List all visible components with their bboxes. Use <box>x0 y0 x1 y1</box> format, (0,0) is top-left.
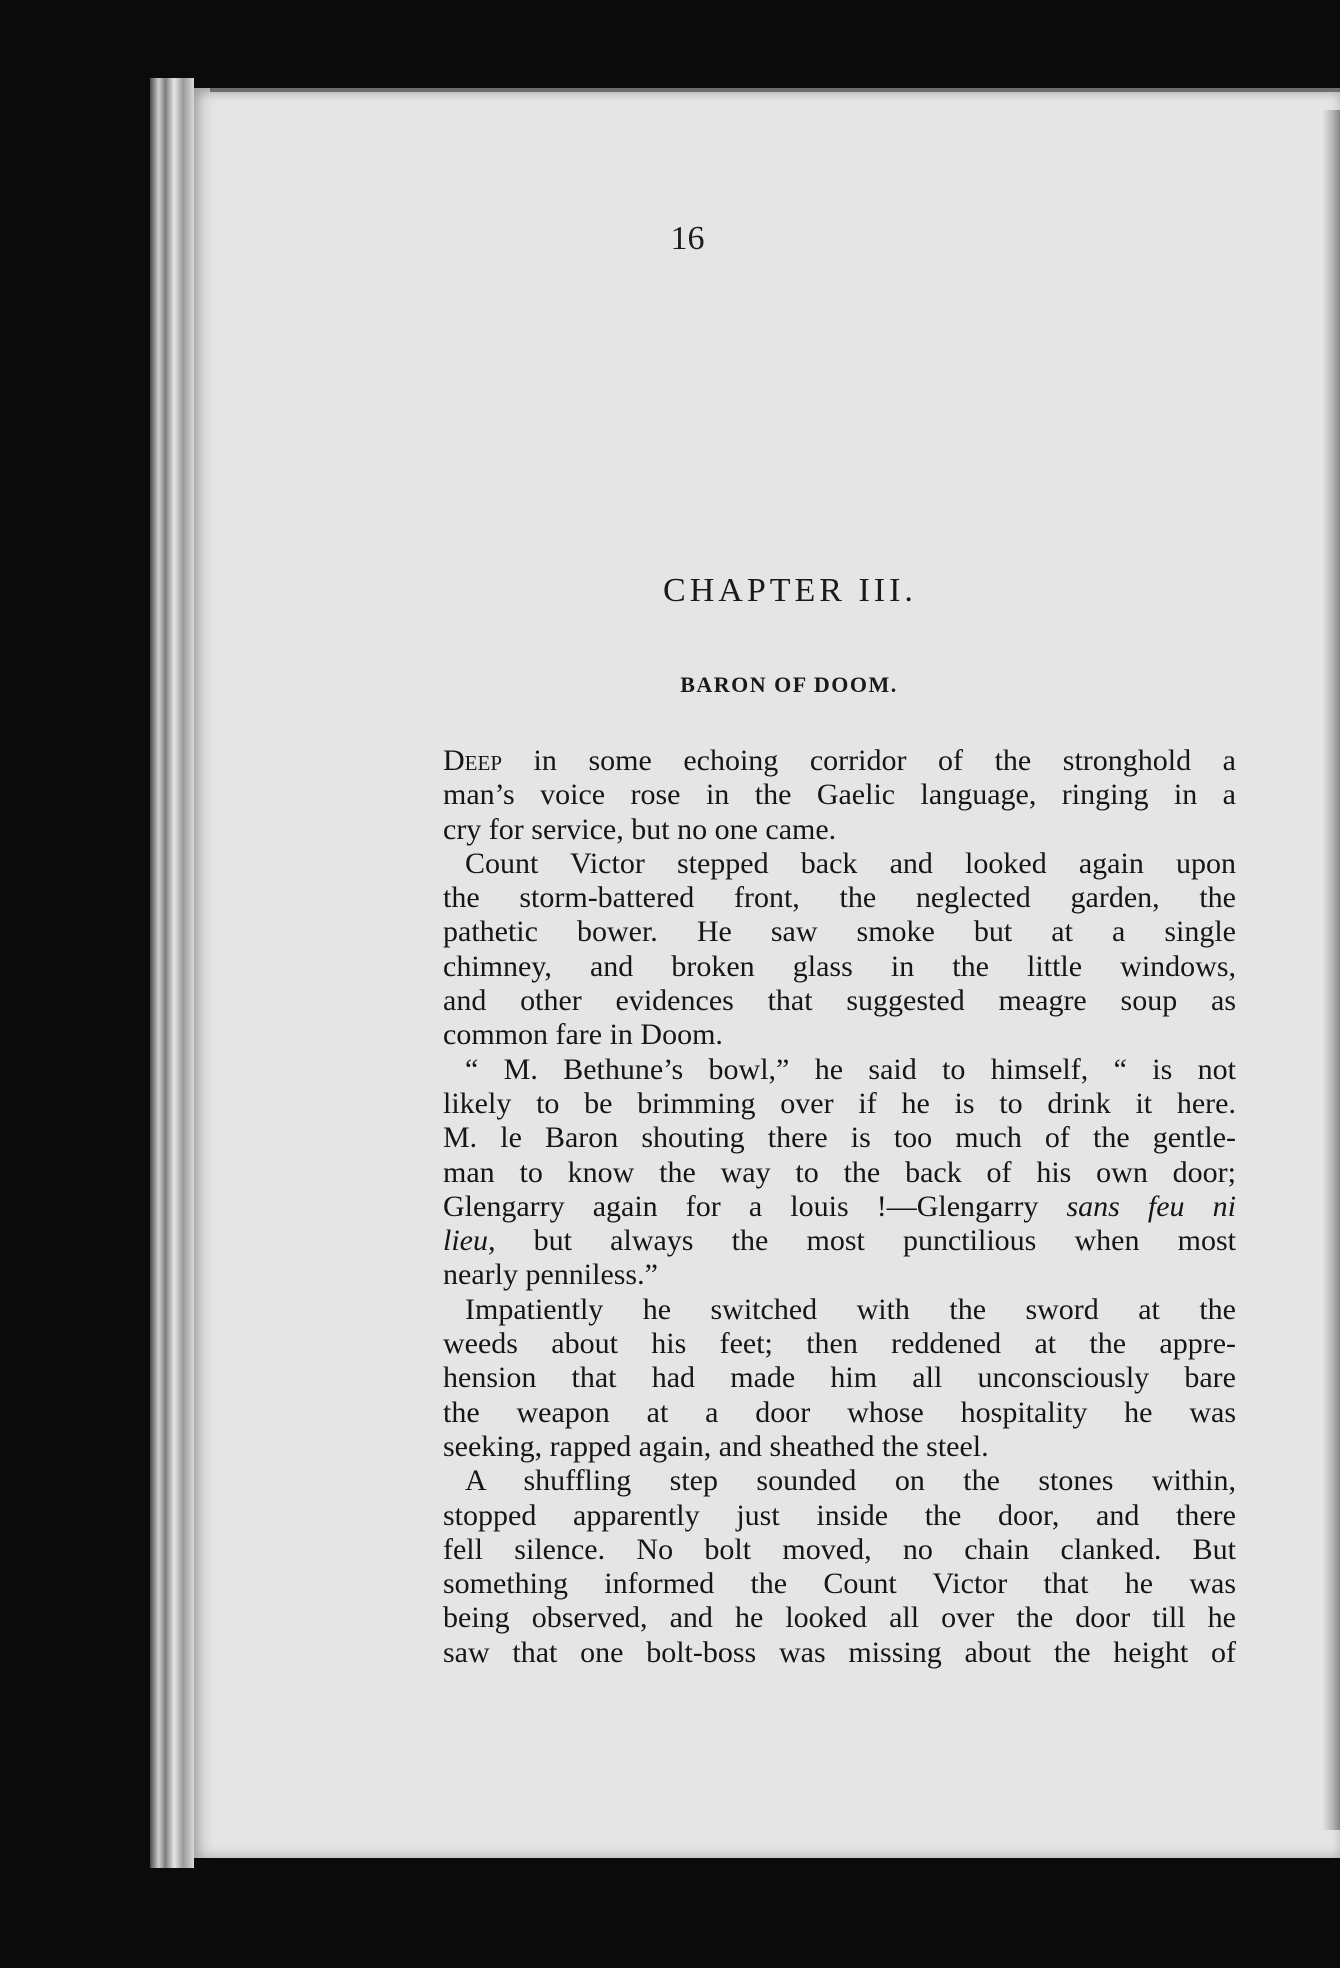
page-number: 16 <box>670 220 705 257</box>
chapter-title: CHAPTER III. <box>663 572 917 609</box>
text-line: something informed the Count Victor that he was <box>443 1567 1236 1601</box>
text-line: being observed, and he looked all over the door till he <box>443 1601 1236 1635</box>
page-stack-edge <box>150 78 194 1868</box>
text-line: Count Victor stepped back and looked again upon <box>465 846 1236 880</box>
text-line <box>443 1224 1236 1258</box>
text-line: common fare in Doom. <box>443 1018 723 1052</box>
text-line: “ M. Bethune’s bowl,” he said to himself, “ is not <box>465 1052 1236 1086</box>
text-line: and other evidences that suggested meagre soup as <box>443 984 1236 1018</box>
text-line: pathetic bower. He saw smoke but at a single <box>443 915 1236 949</box>
text-line: seeking, rapped again, and sheathed the steel. <box>443 1429 989 1463</box>
italic-phrase: lieu, <box>443 1224 496 1258</box>
line-text: in some echoing corridor of the stronghold a <box>502 744 1236 777</box>
text-line: stopped apparently just inside the door, and there <box>443 1498 1236 1532</box>
text-line <box>443 744 1236 778</box>
page-top-edge <box>210 88 1340 92</box>
text-line: man’s voice rose in the Gaelic language, ringing in a <box>443 778 1236 812</box>
line-text: but always the most punctilious when most <box>495 1224 1236 1258</box>
text-line: likely to be brimming over if he is to drink it here. <box>443 1086 1236 1120</box>
text-line: Impatiently he switched with the sword at the <box>465 1292 1236 1326</box>
chapter-subtitle: BARON OF DOOM. <box>680 672 898 697</box>
text-line: the storm-battered front, the neglected garden, the <box>443 881 1236 915</box>
text-line <box>443 1190 1236 1224</box>
text-line: fell silence. No bolt moved, no chain clanked. But <box>443 1532 1236 1566</box>
body-text <box>443 744 1236 1670</box>
italic-phrase: sans feu ni <box>1066 1189 1236 1223</box>
text-line: A shuffling step sounded on the stones within, <box>465 1464 1236 1498</box>
text-line: chimney, and broken glass in the little windows, <box>443 949 1236 983</box>
drop-word: Deep <box>443 744 502 777</box>
text-line: M. le Baron shouting there is too much of the gentle- <box>443 1121 1236 1155</box>
line-text: Glengarry again for a louis !—Glengarry <box>443 1189 1067 1223</box>
text-line: hension that had made him all unconsciously bare <box>443 1361 1236 1395</box>
text-line: cry for service, but no one came. <box>443 812 837 846</box>
text-line: the weapon at a door whose hospitality he was <box>443 1395 1236 1429</box>
text-line: saw that one bolt-boss was missing about the height of <box>443 1635 1236 1669</box>
text-line: man to know the way to the back of his own door; <box>443 1155 1236 1189</box>
text-line: weeds about his feet; then reddened at the appre- <box>443 1327 1236 1361</box>
text-line: nearly penniless.” <box>443 1258 658 1292</box>
page-gutter-shadow <box>1322 110 1340 1830</box>
